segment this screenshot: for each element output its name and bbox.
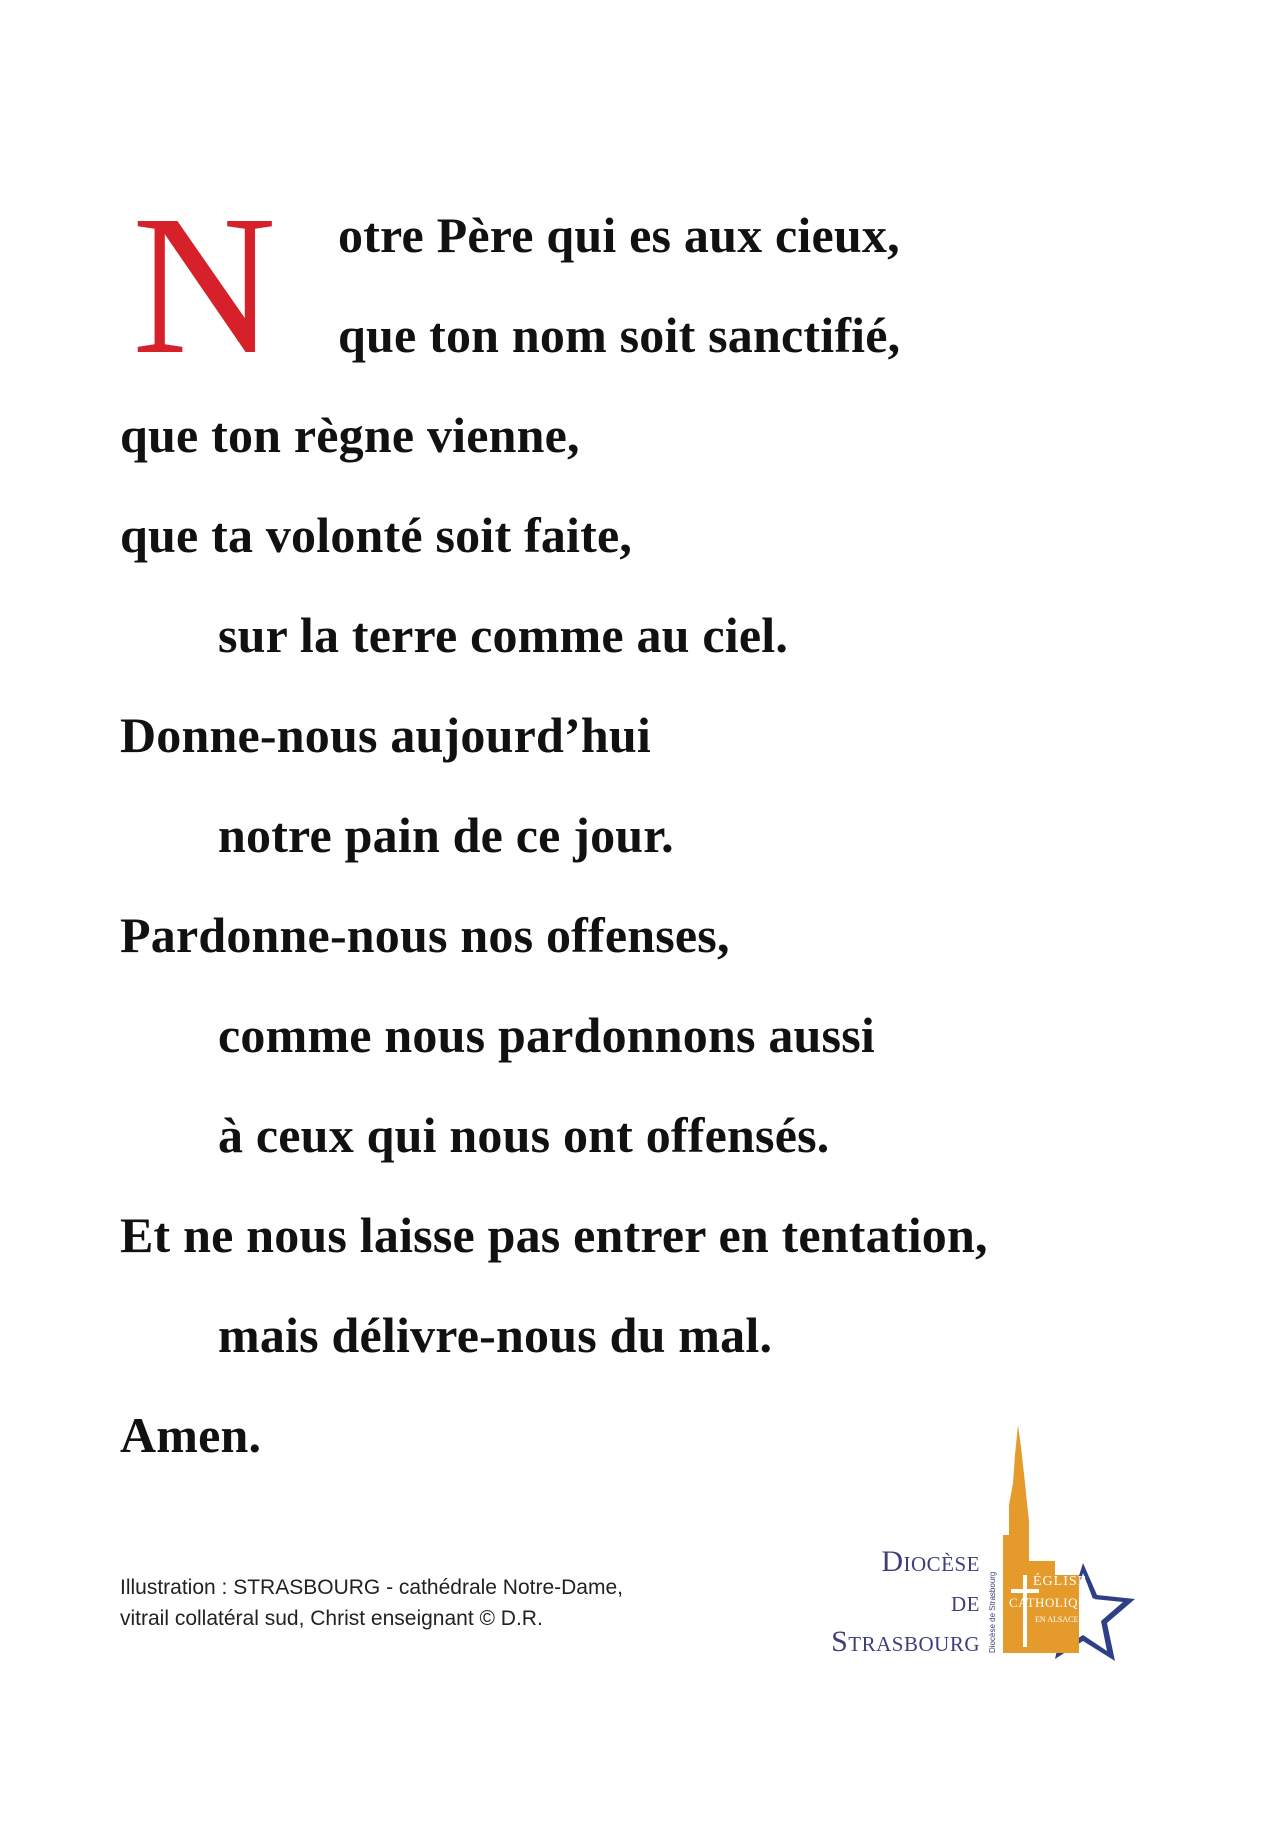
cathedral-star-logo: [985, 1425, 1145, 1675]
cross-vertical: [1023, 1575, 1027, 1647]
diocese-line: Strasbourg: [831, 1625, 980, 1658]
logo-text-alsace: EN ALSACE: [1035, 1615, 1079, 1624]
cross-horizontal: [1011, 1589, 1039, 1593]
drop-cap-letter: N: [132, 175, 277, 396]
credit-line: vitrail collatéral sud, Christ enseignant © D.R.: [120, 1607, 543, 1630]
prayer-line: otre Père qui es aux cieux,: [338, 207, 900, 263]
credit-line: Illustration : STRASBOURG - cathédrale Notre-Dame,: [120, 1576, 623, 1599]
diocese-line: de: [951, 1585, 980, 1618]
prayer-line: Amen.: [120, 1407, 262, 1463]
prayer-line: notre pain de ce jour.: [218, 807, 674, 863]
prayer-line: Et ne nous laisse pas entrer en tentation,: [120, 1207, 988, 1263]
logo-side-text: Diocèse de Strasbourg: [988, 1571, 997, 1653]
prayer-line: que ton nom soit sanctifié,: [338, 307, 901, 363]
prayer-line: comme nous pardonnons aussi: [218, 1007, 875, 1063]
logo-text-catholique: CATHOLIQUE: [1009, 1595, 1097, 1610]
prayer-line: Donne-nous aujourd’hui: [120, 707, 651, 763]
cathedral-logo-icon: [985, 1425, 1145, 1675]
prayer-line: à ceux qui nous ont offensés.: [218, 1107, 830, 1163]
logo-text-eglise: ÉGLISE: [1033, 1574, 1088, 1589]
diocese-line: Diocèse: [881, 1545, 980, 1578]
diocese-name: [831, 1542, 980, 1662]
prayer-line: mais délivre-nous du mal.: [218, 1307, 773, 1363]
illustration-credit: [120, 1572, 623, 1634]
prayer-line: que ton règne vienne,: [120, 407, 580, 463]
prayer-line: que ta volonté soit faite,: [120, 507, 633, 563]
prayer-line: Pardonne-nous nos offenses,: [120, 907, 730, 963]
prayer-line: sur la terre comme au ciel.: [218, 607, 789, 663]
